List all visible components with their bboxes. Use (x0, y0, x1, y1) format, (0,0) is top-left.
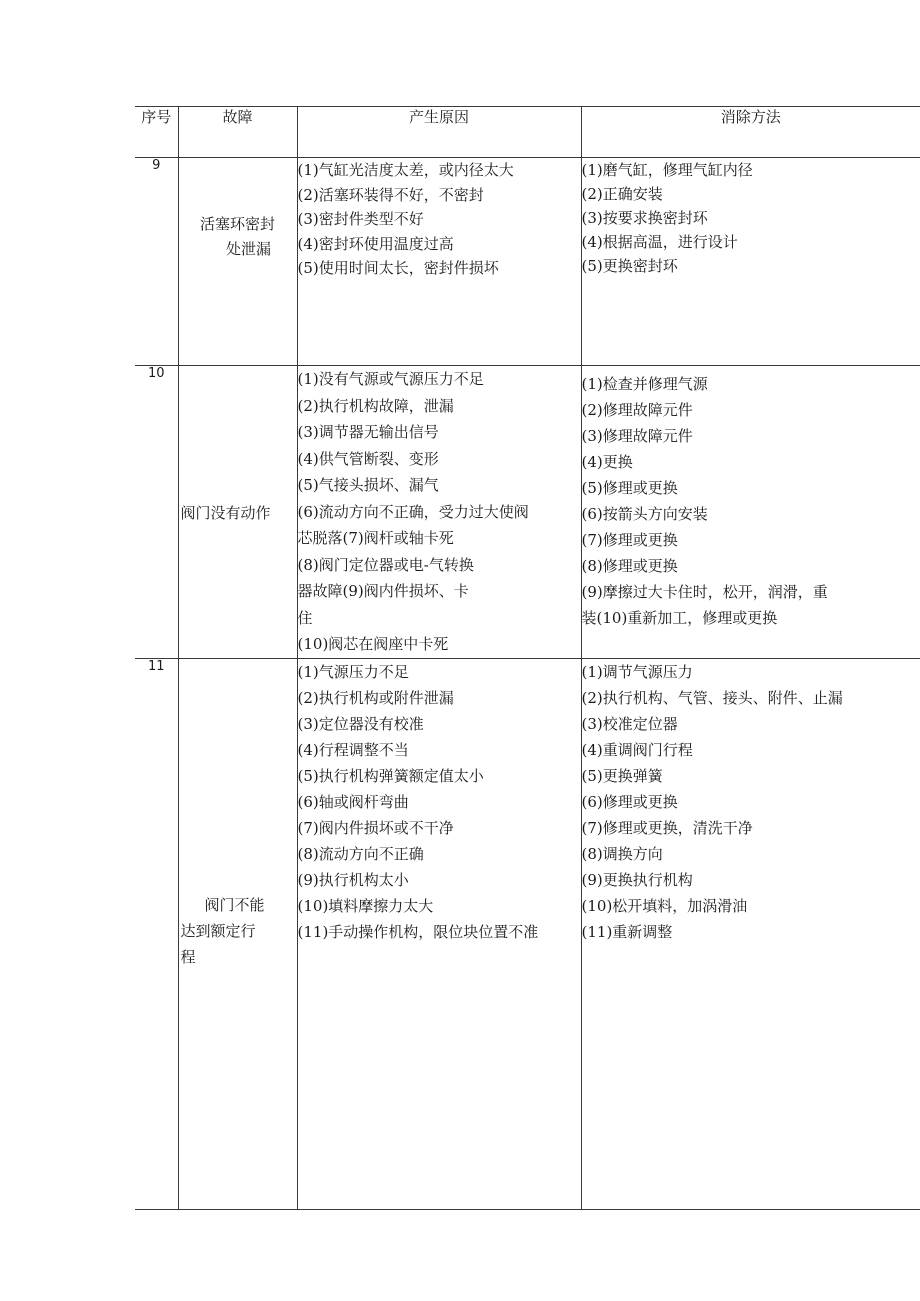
remedy-item: (1)磨气缸，修理气缸内径 (581, 161, 753, 179)
cause-item: (4)供气管断裂、变形 (297, 449, 439, 468)
fault-line: 阀门没有动作 (180, 503, 271, 522)
cause-item: (9)执行机构太小 (297, 871, 409, 889)
remedy-item: (6)按箭头方向安装 (581, 505, 708, 523)
row-remedies (581, 366, 920, 659)
fault-line: 活塞环密封 (199, 215, 275, 233)
cause-item: (1)没有气源或气源压力不足 (297, 370, 484, 388)
table-row (135, 158, 920, 366)
table-row (135, 366, 920, 659)
header-seq: 序号 (135, 107, 178, 158)
remedy-item: (5)修理或更换 (581, 479, 678, 497)
row-fault (178, 366, 297, 659)
cause-item: (11)手动操作机构，限位块位置不准 (297, 923, 539, 941)
remedy-item: (2)正确安装 (581, 185, 663, 203)
row-seq: 10 (135, 366, 178, 659)
cause-item: 芯脱落(7)阀杆或轴卡死 (297, 529, 454, 547)
row-remedies (581, 158, 920, 366)
remedy-item: (11)重新调整 (581, 923, 673, 941)
remedy-item: (3)校准定位器 (581, 715, 678, 733)
remedy-item: (3)按要求换密封环 (581, 209, 708, 227)
header-remedy: 消除方法 (581, 107, 920, 158)
cause-item: (3)调节器无输出信号 (297, 423, 439, 441)
cause-item: (5)执行机构弹簧额定值太小 (297, 767, 484, 785)
cause-item: (8)流动方向不正确 (297, 845, 424, 863)
remedy-item: 装(10)重新加工，修理或更换 (581, 609, 778, 627)
cause-item: (7)阀内件损坏或不干净 (297, 819, 454, 837)
row-causes (297, 158, 581, 366)
cause-item: (1)气源压力不足 (297, 663, 409, 681)
row-causes (297, 366, 581, 659)
remedy-item: (2)修理故障元件 (581, 401, 693, 419)
row-fault (178, 659, 297, 1210)
table-row (135, 659, 920, 1210)
remedy-item: (9)更换执行机构 (581, 871, 693, 889)
remedy-item: (6)修理或更换 (581, 793, 678, 811)
cause-item: (2)活塞环装得不好，不密封 (297, 185, 484, 204)
cause-item: (4)密封环使用温度过高 (297, 234, 454, 253)
fault-line: 达到额定行 (180, 922, 256, 940)
remedy-item: (4)更换 (581, 453, 633, 471)
remedy-item: (7)修理或更换 (581, 531, 678, 549)
remedy-item: (2)执行机构、气管、接头、附件、止漏 (581, 689, 843, 707)
cause-item: (1)气缸光洁度太差，或内径太大 (297, 161, 514, 179)
remedy-item: (5)更换密封环 (581, 257, 678, 275)
cause-item: (2)执行机构故障，泄漏 (297, 396, 454, 415)
remedy-item: (4)重调阀门行程 (581, 741, 693, 759)
remedy-item: (5)更换弹簧 (581, 767, 663, 785)
cause-item: (8)阀门定位器或电-气转换 (297, 555, 474, 574)
row-fault (178, 158, 297, 366)
fault-line: 程 (180, 948, 196, 966)
fault-line: 阀门不能 (204, 896, 265, 914)
remedy-item: (3)修理故障元件 (581, 427, 693, 445)
row-seq: 9 (135, 158, 178, 366)
cause-item: 器故障(9)阀内件损坏、卡 (297, 582, 469, 600)
remedy-item: (1)检查并修理气源 (581, 375, 708, 393)
cause-item: (5)气接头损坏、漏气 (297, 476, 439, 494)
cause-item: (4)行程调整不当 (297, 741, 409, 759)
remedy-item: (8)修理或更换 (581, 557, 678, 575)
header-cause: 产生原因 (297, 107, 581, 158)
row-causes (297, 659, 581, 1210)
remedy-item: (4)根据高温，进行设计 (581, 233, 738, 251)
cause-item: (10)阀芯在阀座中卡死 (297, 635, 449, 653)
cause-item: (2)执行机构或附件泄漏 (297, 689, 454, 707)
row-seq: 11 (135, 659, 178, 1210)
header-fault: 故障 (178, 107, 297, 158)
remedy-item: (7)修理或更换，清洗干净 (581, 819, 753, 837)
cause-item: (3)密封件类型不好 (297, 210, 424, 228)
remedy-item: (9)摩擦过大卡住时，松开，润滑，重 (581, 583, 828, 601)
cause-item: 住 (297, 608, 313, 627)
remedy-item: (8)调换方向 (581, 845, 663, 863)
table-header-row (135, 107, 920, 158)
cause-item: (5)使用时间太长，密封件损坏 (297, 259, 499, 277)
remedy-item: (10)松开填料，加涡滑油 (581, 897, 748, 915)
cause-item: (10)填料摩擦力太大 (297, 897, 434, 915)
cause-item: (3)定位器没有校准 (297, 715, 424, 733)
row-remedies (581, 659, 920, 1210)
cause-item: (6)轴或阀杆弯曲 (297, 793, 409, 811)
cause-item: (6)流动方向不正确，受力过大使阀 (297, 502, 529, 521)
fault-table (135, 106, 920, 1210)
fault-line: 处泄漏 (225, 240, 271, 258)
remedy-item: (1)调节气源压力 (581, 663, 693, 681)
